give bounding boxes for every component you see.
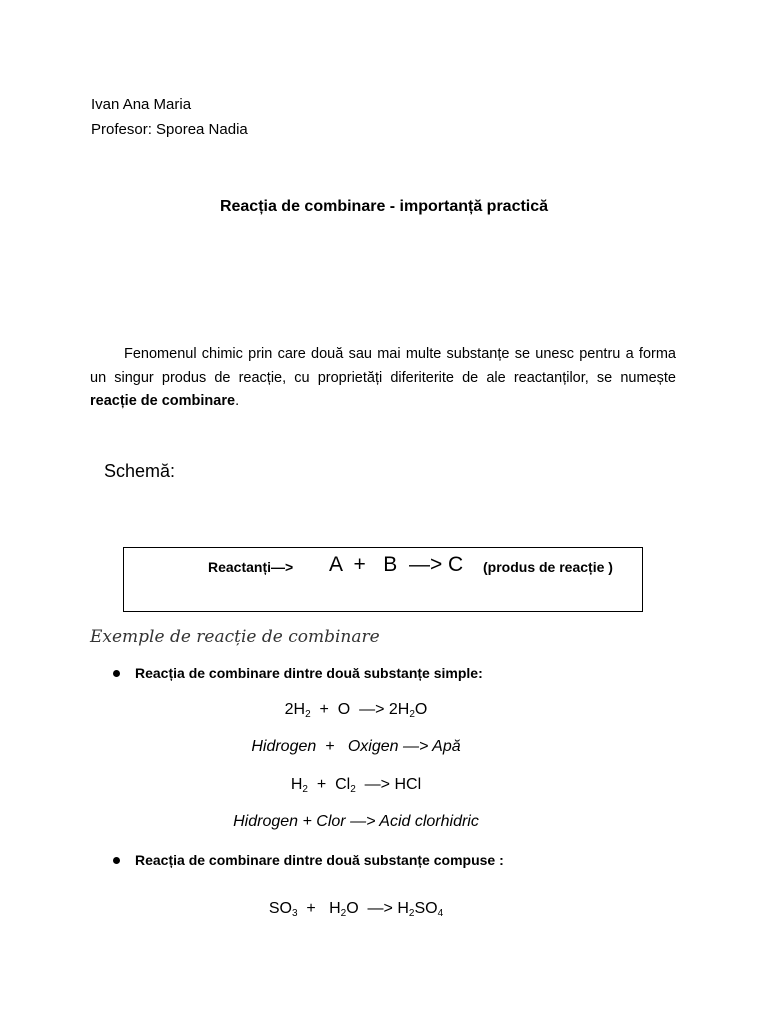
eq-subscript: 2	[340, 908, 347, 919]
eq-part: H	[290, 776, 303, 793]
eq-subscript: 3	[291, 908, 298, 919]
equation-water-words: Hidrogen + Oxigen —> Apă	[251, 738, 461, 755]
equation-water	[0, 701, 712, 719]
eq-subscript: 4	[437, 908, 444, 919]
bullet-simple-substances	[113, 665, 483, 681]
eq-subscript: 2	[302, 784, 308, 795]
schema-product-label: (produs de reacție )	[483, 559, 613, 575]
bullet-label: Reacția de combinare dintre două substanțe simple:	[135, 665, 483, 681]
intro-end: .	[235, 393, 240, 409]
teacher-name: Profesor: Sporea Nadia	[91, 121, 248, 138]
bullet-label: Reacția de combinare dintre două substanțe compuse :	[135, 852, 504, 868]
schema-label: Schemă:	[104, 461, 176, 481]
eq-part: SO	[268, 900, 292, 917]
bullet-dot	[113, 670, 120, 677]
eq-part: SO	[414, 900, 438, 917]
equation-hcl	[0, 776, 712, 794]
eq-subscript: 2	[350, 784, 356, 795]
equation-hcl-words: Hidrogen + Clor —> Acid clorhidric	[233, 813, 479, 830]
eq-part: + Cl	[307, 776, 351, 793]
eq-part: + O —> 2H	[310, 701, 410, 718]
intro-bold-term: reacție de combinare	[90, 393, 236, 409]
equation-sulfuric-acid	[0, 900, 712, 918]
intro-paragraph	[90, 343, 676, 414]
eq-part: O	[414, 701, 428, 718]
examples-heading: Exemple de reacție de combinare	[90, 627, 380, 647]
schema-box	[123, 547, 643, 612]
eq-subscript: 2	[305, 709, 311, 720]
eq-subscript: 2	[409, 709, 415, 720]
bullet-dot	[113, 857, 120, 864]
eq-part: + H	[297, 900, 341, 917]
bullet-compound-substances	[113, 852, 504, 868]
schema-formula: A + B —> C	[329, 553, 464, 576]
eq-part: O —> H	[346, 900, 409, 917]
eq-subscript: 2	[408, 908, 415, 919]
eq-part: 2H	[284, 701, 306, 718]
document-title: Reacția de combinare - importanță practică	[219, 198, 549, 215]
schema-reactants-label: Reactanți—>	[208, 559, 294, 575]
author-name: Ivan Ana Maria	[91, 96, 192, 113]
eq-part: —> HCl	[355, 776, 422, 793]
intro-text: Fenomenul chimic prin care două sau mai multe substanțe se unesc pentru a forma un singur produs de reacție, cu proprietăți diferiterite de ale reactanților, se numește	[90, 346, 676, 386]
